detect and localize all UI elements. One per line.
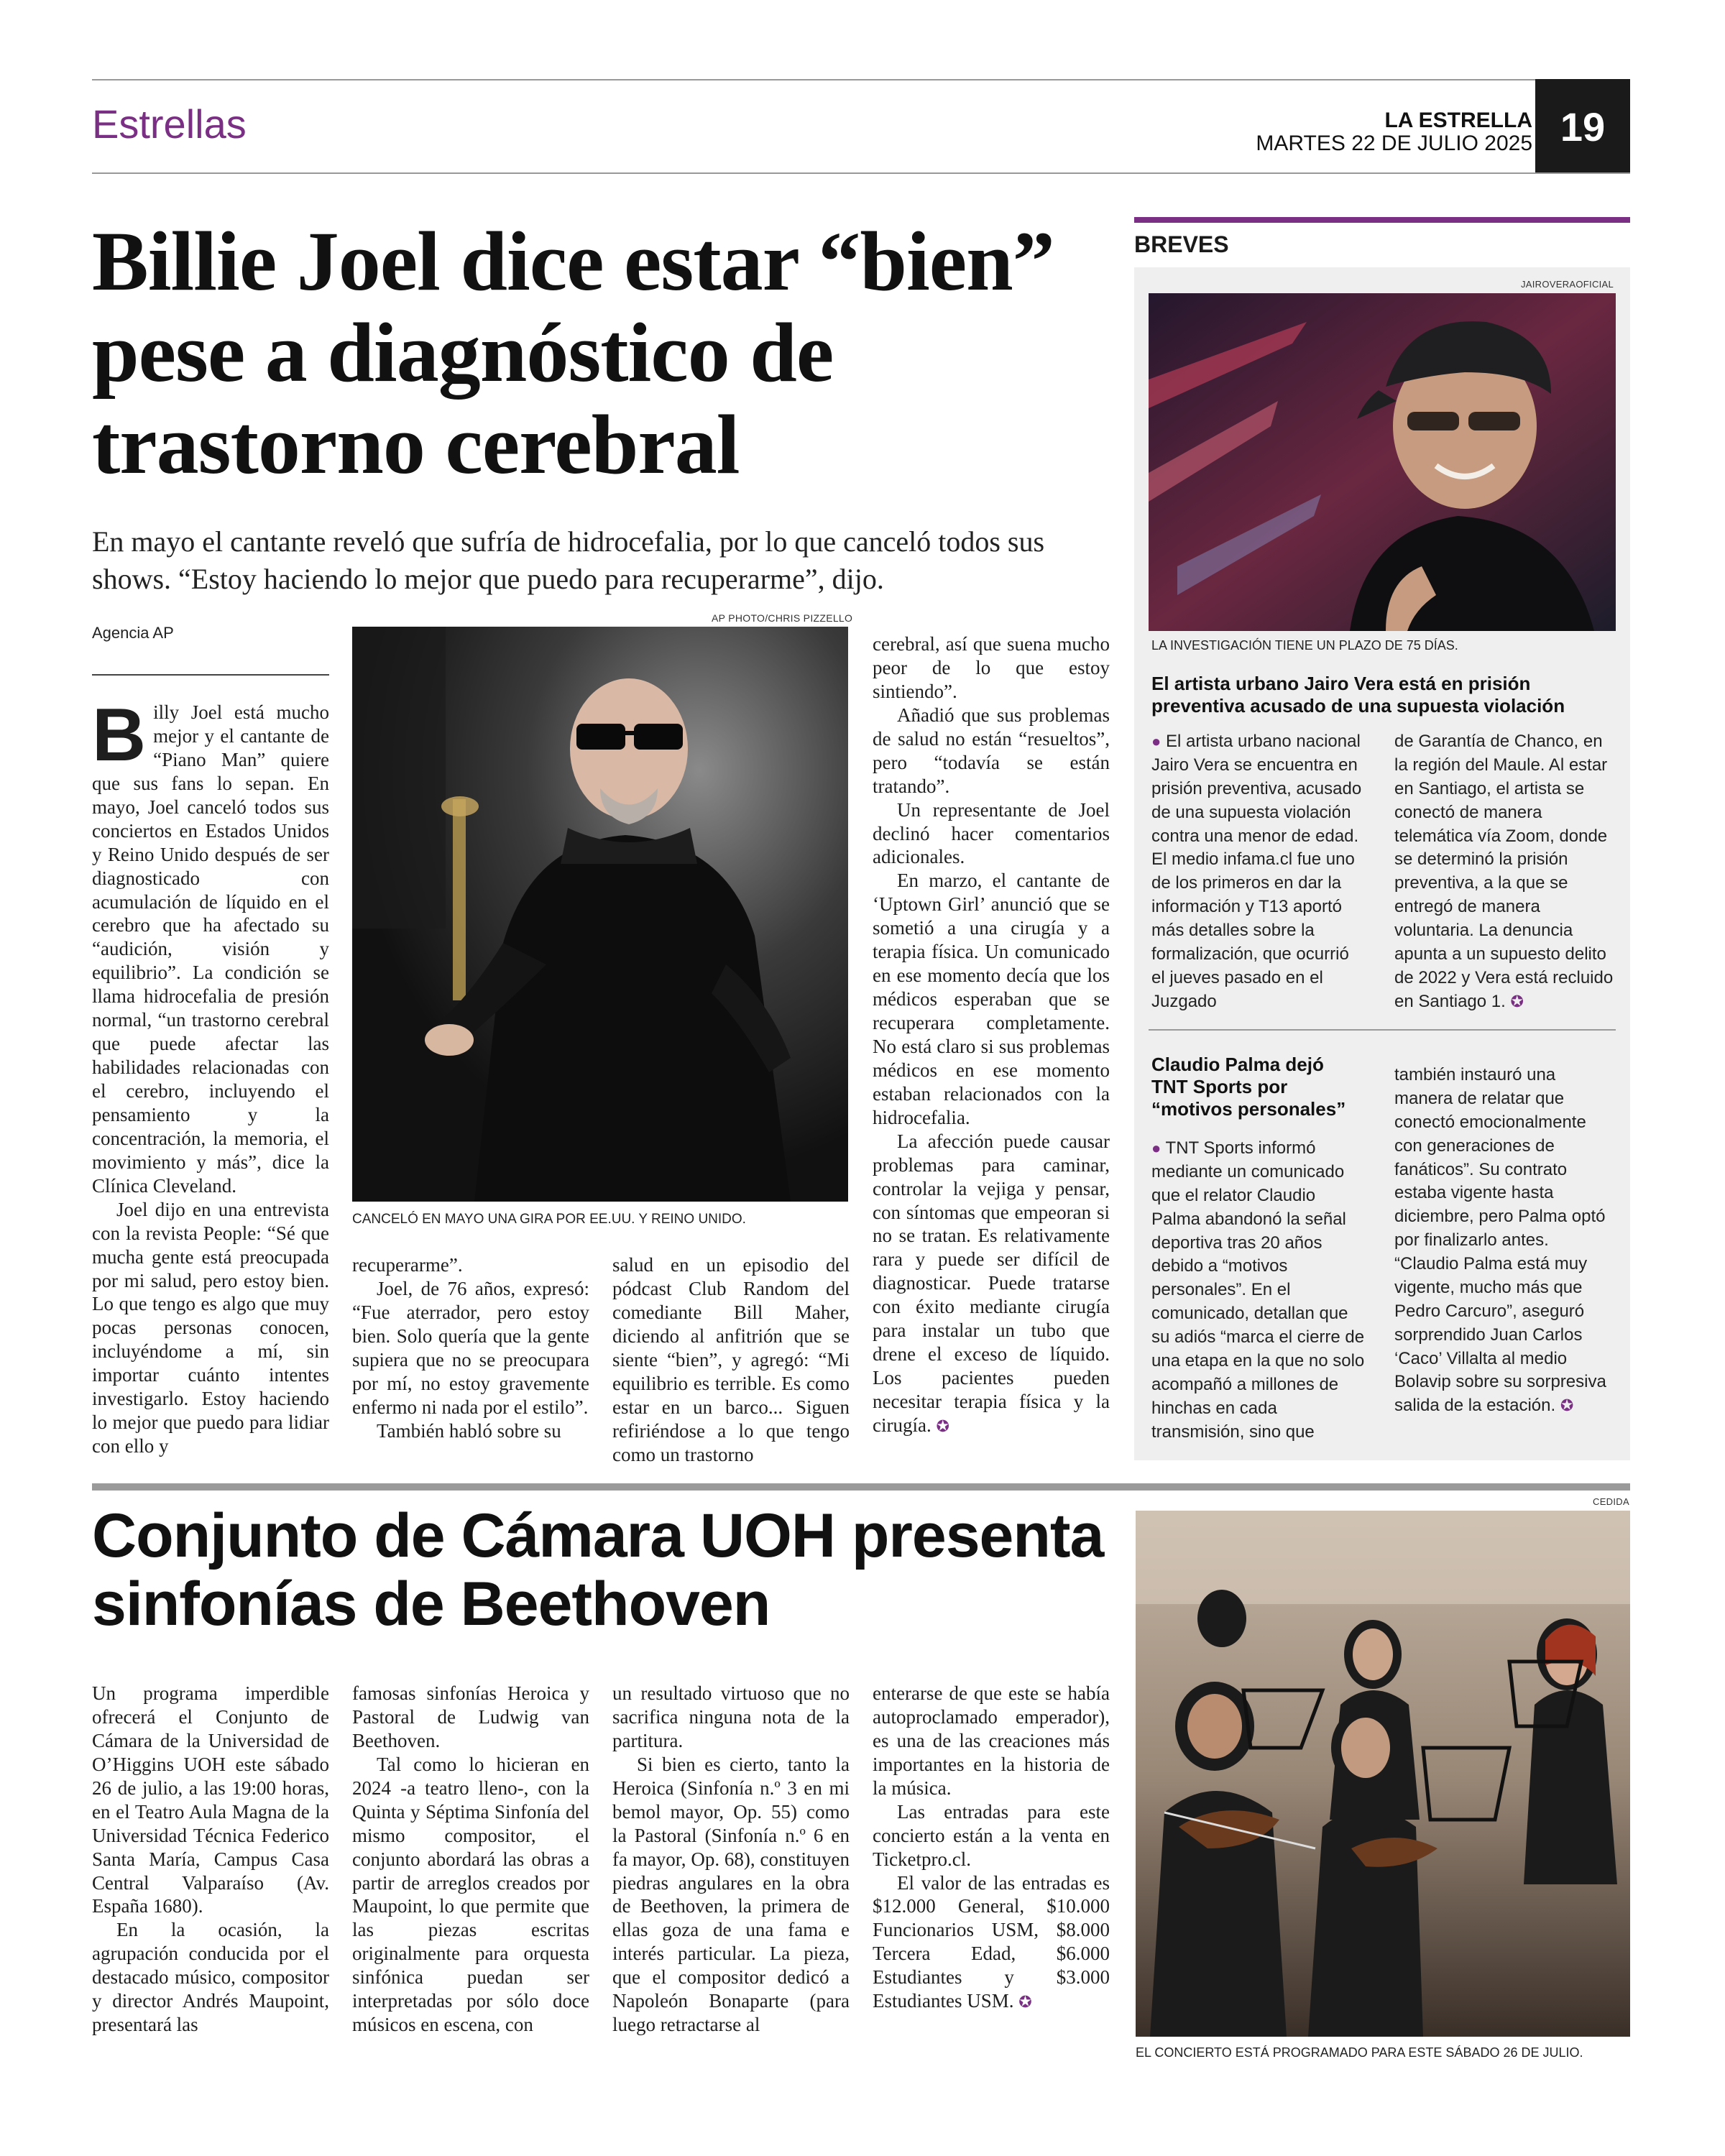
section-label: Estrellas (92, 101, 247, 147)
breve-1-column-1 (1151, 730, 1367, 1014)
article-paragraph: Si bien es cierto, tanto la Heroica (Sinfonía n.º 3 en mi bemol mayor, Op. 55) como la Pastoral (Sinfonía n.º 6 en fa mayor, Op. 68), constituyen piedras angulares en la obra de Beethoven, la primera de ellas goza de una fama e interés particular. La pieza, que el compositor dedicó a Napoleón Bonaparte (para luego retractarse al (612, 1753, 850, 2036)
article-paragraph: famosas sinfonías Heroica y Pastoral de Ludwig van Beethoven. (352, 1682, 589, 1751)
breves-photo (1149, 293, 1616, 631)
second-column-4 (873, 1682, 1110, 2013)
main-column-4 (873, 632, 1110, 1437)
byline-divider (92, 674, 329, 676)
article-paragraph: En marzo, el cantante de ‘Uptown Girl’ anunció que se sometió a una cirugía y a terapia física. Un comunicado en ese momento decía que los médicos esperaban que se recuperara completamente. No está claro si sus problemas médicos en ese momento estaban relacionados con la hidrocefalia. (873, 870, 1110, 1128)
article-paragraph: Añadió que sus problemas de salud no están “resueltos”, pero “todavía se están tratando”. (873, 704, 1110, 797)
article-paragraph: cerebral, así que suena mucho peor de lo que estoy sintiendo”. (873, 633, 1110, 702)
article-paragraph: recuperarme”. (352, 1254, 463, 1276)
bullet-icon: ● (1151, 732, 1162, 750)
article-paragraph: un resultado virtuoso que no sacrifica ninguna nota de la partitura. (612, 1682, 850, 1751)
jairo-vera-photo-illustration (1149, 293, 1616, 631)
end-of-article-icon: ✪ (1510, 992, 1524, 1010)
breve-2-title: Claudio Palma dejó TNT Sports por “motivos personales” (1151, 1054, 1346, 1120)
breves-accent-bar (1134, 217, 1630, 223)
header-divider (92, 172, 1630, 174)
main-photo-credit: AP PHOTO/CHRIS PIZZELLO (712, 612, 853, 624)
newspaper-name: LA ESTRELLA (1384, 109, 1532, 132)
masthead (1256, 109, 1532, 155)
article-paragraph: Tal como lo hicieran en 2024 -a teatro lleno-, con la Quinta y Séptima Sinfonía del mismo compositor, el conjunto abordará las obras a partir de arreglos creados por Maupoint, lo que permite que las piezas escritas originalmente para orquesta sinfónica puedan ser interpretadas por sólo doce músicos en escena, con (352, 1753, 589, 2036)
second-column-1 (92, 1682, 329, 2037)
second-photo (1136, 1511, 1630, 2037)
main-photo-caption: CANCELÓ EN MAYO UNA GIRA POR EE.UU. Y REINO UNIDO. (352, 1212, 746, 1227)
end-of-article-icon: ✪ (1018, 1993, 1032, 2012)
bullet-icon: ● (1151, 1139, 1162, 1157)
top-rule (92, 79, 1630, 80)
breve-1-column-2 (1394, 730, 1617, 1014)
breve-text: TNT Sports informó mediante un comunicado que el relator Claudio Palma abandonó la señal deportiva tras 20 años debido a “motivos personales”. En el comunicado, detallan que su adiós “marca el cierre de una etapa en la que no solo acompañó a millones de hinchas en cada transmisión, sino que (1151, 1138, 1365, 1442)
main-headline: Billie Joel dice estar “bien” pese a diagnóstico de trastorno cerebral (92, 214, 1054, 492)
breve-1-title: El artista urbano Jairo Vera está en prisión preventiva acusado de una supuesta violación (1151, 673, 1565, 717)
article-paragraph: El valor de las entradas es $12.000 General, $10.000 Funcionarios USM, $8.000 Tercera Edad, $6.000 Estudiantes y $3.000 Estudiantes USM. (873, 1871, 1110, 2012)
section-divider (92, 1483, 1630, 1491)
second-column-2 (352, 1682, 589, 2037)
breve-text: también instauró una manera de relatar que conectó emocionalmente con generaciones de fanáticos”. Su contrato estaba vigente hasta diciembre, pero Palma optó por finalizarlo antes. “Claudio Palma está muy vigente, mucho más que Pedro Carcuro”, aseguró sorprendido Juan Carlos ‘Caco’ Villalta al medio Bolavip sobre su sorpresiva salida de la estación. (1394, 1065, 1606, 1416)
article-paragraph: Joel, de 76 años, expresó: “Fue aterrador, pero estoy bien. Solo quería que la gente supiera que no se preocupara por mí, no estoy gravemente enfermo ni nada por el estilo”. (352, 1277, 589, 1418)
article-paragraph: Joel dijo en una entrevista con la revista People: “Sé que mucha gente está preocupada por mi salud, pero estoy bien. Lo que tengo es algo que muy pocas personas conocen, incluyéndome a mí, sin importar cuánto intentes investigarlo. Estoy haciendo lo mejor que puedo para lidiar con ello y (92, 1198, 329, 1457)
article-paragraph: En la ocasión, la agrupación conducida por el destacado músico, compositor y director Andrés Maupoint, presentará las (92, 1919, 329, 2036)
article-paragraph: La afección puede causar problemas para caminar, controlar la vejiga y pensar, con síntomas que empeoran si no se tratan. Es relativamente rara y puede ser difícil de diagnosticar. Puede tratarse con éxito mediante cirugía para instalar un tubo que drene el exceso de líquido. Los pacientes pueden necesitar terapia física y la cirugía. (873, 1130, 1110, 1436)
orchestra-photo-illustration (1136, 1511, 1630, 2037)
second-photo-caption: EL CONCIERTO ESTÁ PROGRAMADO PARA ESTE SÁBADO 26 DE JULIO. (1136, 2045, 1583, 2060)
issue-date: MARTES 22 DE JULIO 2025 (1256, 131, 1532, 155)
main-column-3 (612, 1253, 850, 1466)
byline: Agencia AP (92, 624, 174, 642)
article-paragraph: enterarse de que este se había autoproclamado emperador), es una de las creaciones más importantes en la historia de la música. (873, 1682, 1110, 1799)
drop-cap: B (92, 694, 147, 777)
end-of-article-icon: ✪ (1560, 1396, 1574, 1415)
billy-joel-photo-illustration (352, 627, 848, 1202)
article-paragraph: illy Joel está mucho mejor y el cantante de “Piano Man” quiere que sus fans lo sepan. En mayo, Joel canceló todos sus conciertos en Estados Unidos y Reino Unido después de ser diagnosticado con acumulación de líquido en el cerebro que ha afectado su “audición, visión y equilibrio”. La condición se llama hidrocefalia de presión normal, “un trastorno cerebral que puede afectar las habilidades relacionadas con el cerebro, incluyendo el pensamiento y la concentración, la memoria, el movimiento y más”, dice la Clínica Cleveland. (92, 701, 329, 1197)
second-column-3 (612, 1682, 850, 2037)
breve-2-column-2 (1394, 1064, 1617, 1418)
page-number: 19 (1535, 79, 1630, 174)
breve-text: El artista urbano nacional Jairo Vera se encuentra en prisión preventiva, acusado de una supuesta violación contra una menor de edad. El medio infama.cl fue uno de los primeros en dar la información y T13 aportó más detalles sobre la formalización, que ocurrió el jueves pasado en el Juzgado (1151, 732, 1362, 1011)
main-deck: En mayo el cantante reveló que sufría de hidrocefalia, por lo que canceló todos sus shows. “Estoy haciendo lo mejor que puedo para recuperarme”, dijo. (92, 525, 1045, 595)
breves-divider (1149, 1029, 1616, 1031)
main-photo (352, 627, 848, 1202)
article-paragraph: También habló sobre su (377, 1419, 561, 1442)
breve-text: de Garantía de Chanco, en la región del Maule. Al estar en Santiago, el artista se conectó de manera telemática vía Zoom, donde se determinó la prisión preventiva, a la que se entregó de manera voluntaria. La denuncia apunta a un supuesto delito de 2022 y Vera está recluido en Santiago 1. (1394, 732, 1614, 1011)
breves-photo-credit: JAIROVERAOFICIAL (1521, 279, 1614, 290)
article-paragraph: Un programa imperdible ofrecerá el Conjunto de Cámara de la Universidad de O’Higgins UOH este sábado 26 de julio, a las 19:00 horas, en el Teatro Aula Magna de la Universidad Técnica Federico Santa María, Campus Casa Central Valparaíso (Av. España 1680). (92, 1682, 329, 1917)
breves-photo-caption: LA INVESTIGACIÓN TIENE UN PLAZO DE 75 DÍAS. (1151, 638, 1458, 653)
main-column-1 (92, 694, 329, 1458)
end-of-article-icon: ✪ (936, 1416, 949, 1435)
article-paragraph: salud en un episodio del pódcast Club Random del comediante Bill Maher, diciendo al anfitrión que se siente “bien”, y agregó: “Mi equilibrio es terrible. Es como estar en un barco... Siguen refiriéndose a lo que tengo como un trastorno (612, 1254, 850, 1465)
second-headline: Conjunto de Cámara UOH presenta sinfonías de Beethoven (92, 1501, 1104, 1639)
article-paragraph: Las entradas para este concierto están a la venta en Ticketpro.cl. (873, 1800, 1110, 1870)
breve-2-column-1 (1151, 1137, 1367, 1444)
main-column-2 (352, 1253, 589, 1443)
breves-label: BREVES (1134, 231, 1229, 257)
article-paragraph: Un representante de Joel declinó hacer comentarios adicionales. (873, 798, 1110, 868)
second-photo-credit: CEDIDA (1593, 1496, 1629, 1507)
